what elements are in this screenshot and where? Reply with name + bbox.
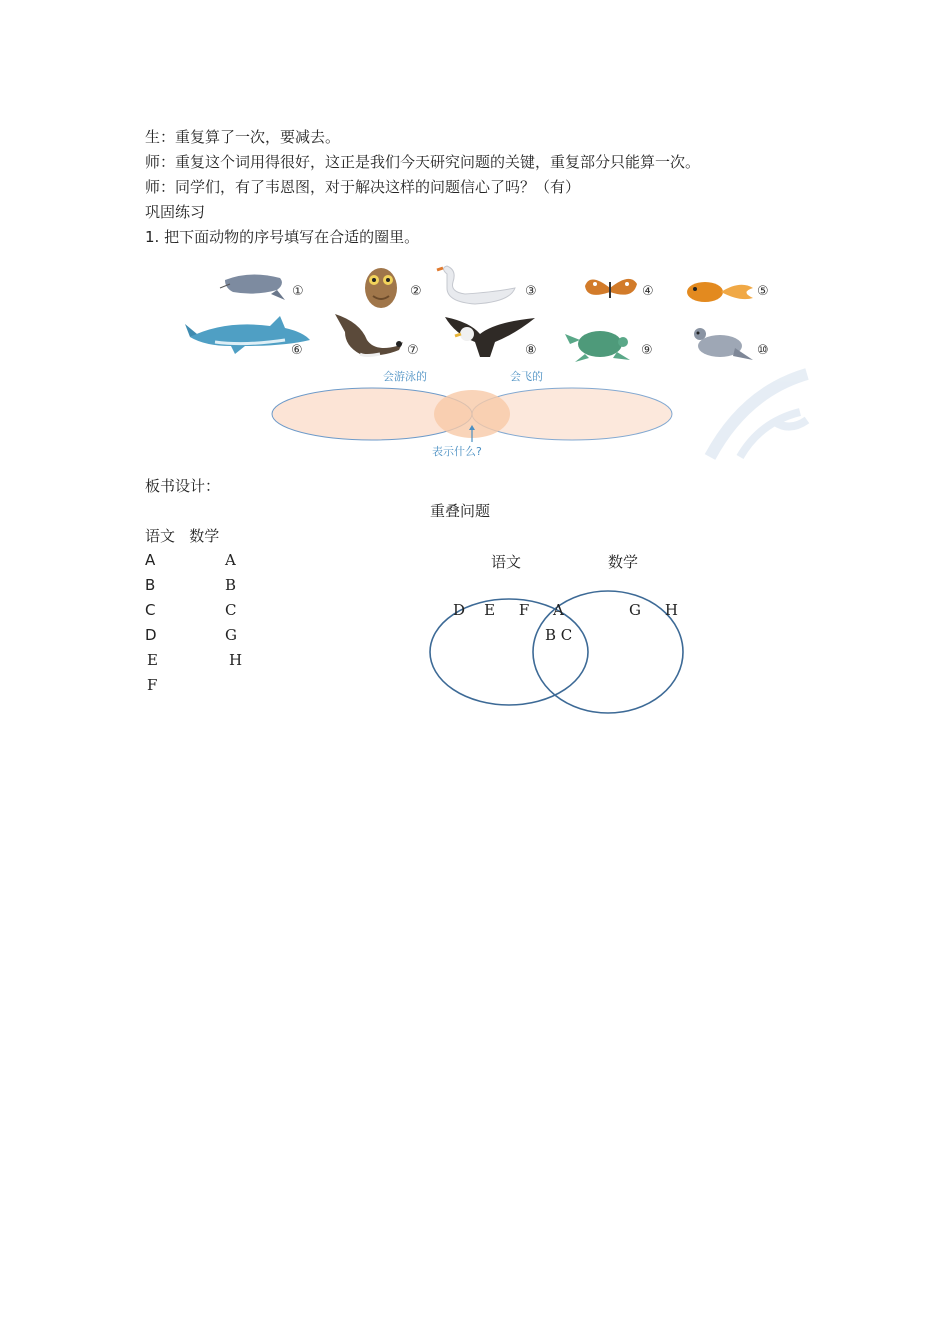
animal-number-1: ① <box>292 284 304 299</box>
turtle-icon <box>565 331 630 362</box>
animal-number-5: ⑤ <box>757 284 769 299</box>
venn-question: 表示什么? <box>432 445 482 458</box>
butterfly-icon <box>585 279 637 298</box>
left-col-item: C <box>145 601 156 619</box>
goldfish-icon <box>687 282 753 302</box>
animal-number-4: ④ <box>642 284 654 299</box>
animal-number-8: ⑧ <box>525 343 537 358</box>
animal-number-7: ⑦ <box>407 343 419 358</box>
venn-right-label: 会飞的 <box>510 370 543 383</box>
right-col-item: H <box>229 651 243 669</box>
board-venn-left-label: 语文 <box>491 553 522 571</box>
animal-number-9: ⑨ <box>641 343 653 358</box>
right-col-item: A <box>225 551 236 569</box>
right-col-item: C <box>225 601 237 619</box>
board-venn-left-only: D E F <box>453 601 530 619</box>
board-label: 板书设计： <box>145 477 221 495</box>
catfish-icon <box>220 274 285 300</box>
animal-number-6: ⑥ <box>291 343 303 358</box>
board-title: 重叠问题 <box>430 502 491 520</box>
eagle-icon <box>445 317 535 357</box>
exercise-prompt <box>145 227 419 247</box>
pigeon-icon <box>694 328 753 360</box>
owl-icon <box>365 268 397 308</box>
watermark-decoration <box>710 374 807 457</box>
board-venn-intersection-bottom: B C <box>545 626 573 644</box>
left-col-item: E <box>147 651 158 669</box>
goose-icon <box>335 314 403 356</box>
section-title: 巩固练习 <box>145 203 206 221</box>
board-column-header: 语文 数学 <box>145 527 220 545</box>
swan-icon <box>437 266 515 304</box>
left-col-item: F <box>147 676 158 694</box>
animal-number-10: ⑩ <box>757 343 769 358</box>
dialogue-line-2: 师：重复这个词用得很好，这正是我们今天研究问题的关键，重复部分只能算一次。 <box>145 153 701 171</box>
left-col-item: A <box>145 551 156 569</box>
animal-number-3: ③ <box>525 284 537 299</box>
board-venn-intersection-top: A <box>553 601 564 619</box>
left-col-item: B <box>145 576 156 594</box>
board-venn-right-only: G H <box>629 601 678 619</box>
left-col-item: D <box>145 626 157 644</box>
venn-left-label: 会游泳的 <box>383 370 427 383</box>
dialogue-line-3: 师：同学们，有了韦恩图，对于解决这样的问题信心了吗？（有） <box>145 178 581 196</box>
animal-exercise-figure <box>185 262 810 462</box>
exercise-text: 把下面动物的序号填写在合适的圈里。 <box>164 228 420 246</box>
board-venn-right-label: 数学 <box>608 553 639 571</box>
right-col-item: G <box>225 626 237 644</box>
exercise-number: 1. <box>145 228 160 246</box>
right-col-item: B <box>225 576 237 594</box>
dialogue-line-1: 生：重复算了一次，要减去。 <box>145 128 341 146</box>
animal-number-2: ② <box>410 284 422 299</box>
